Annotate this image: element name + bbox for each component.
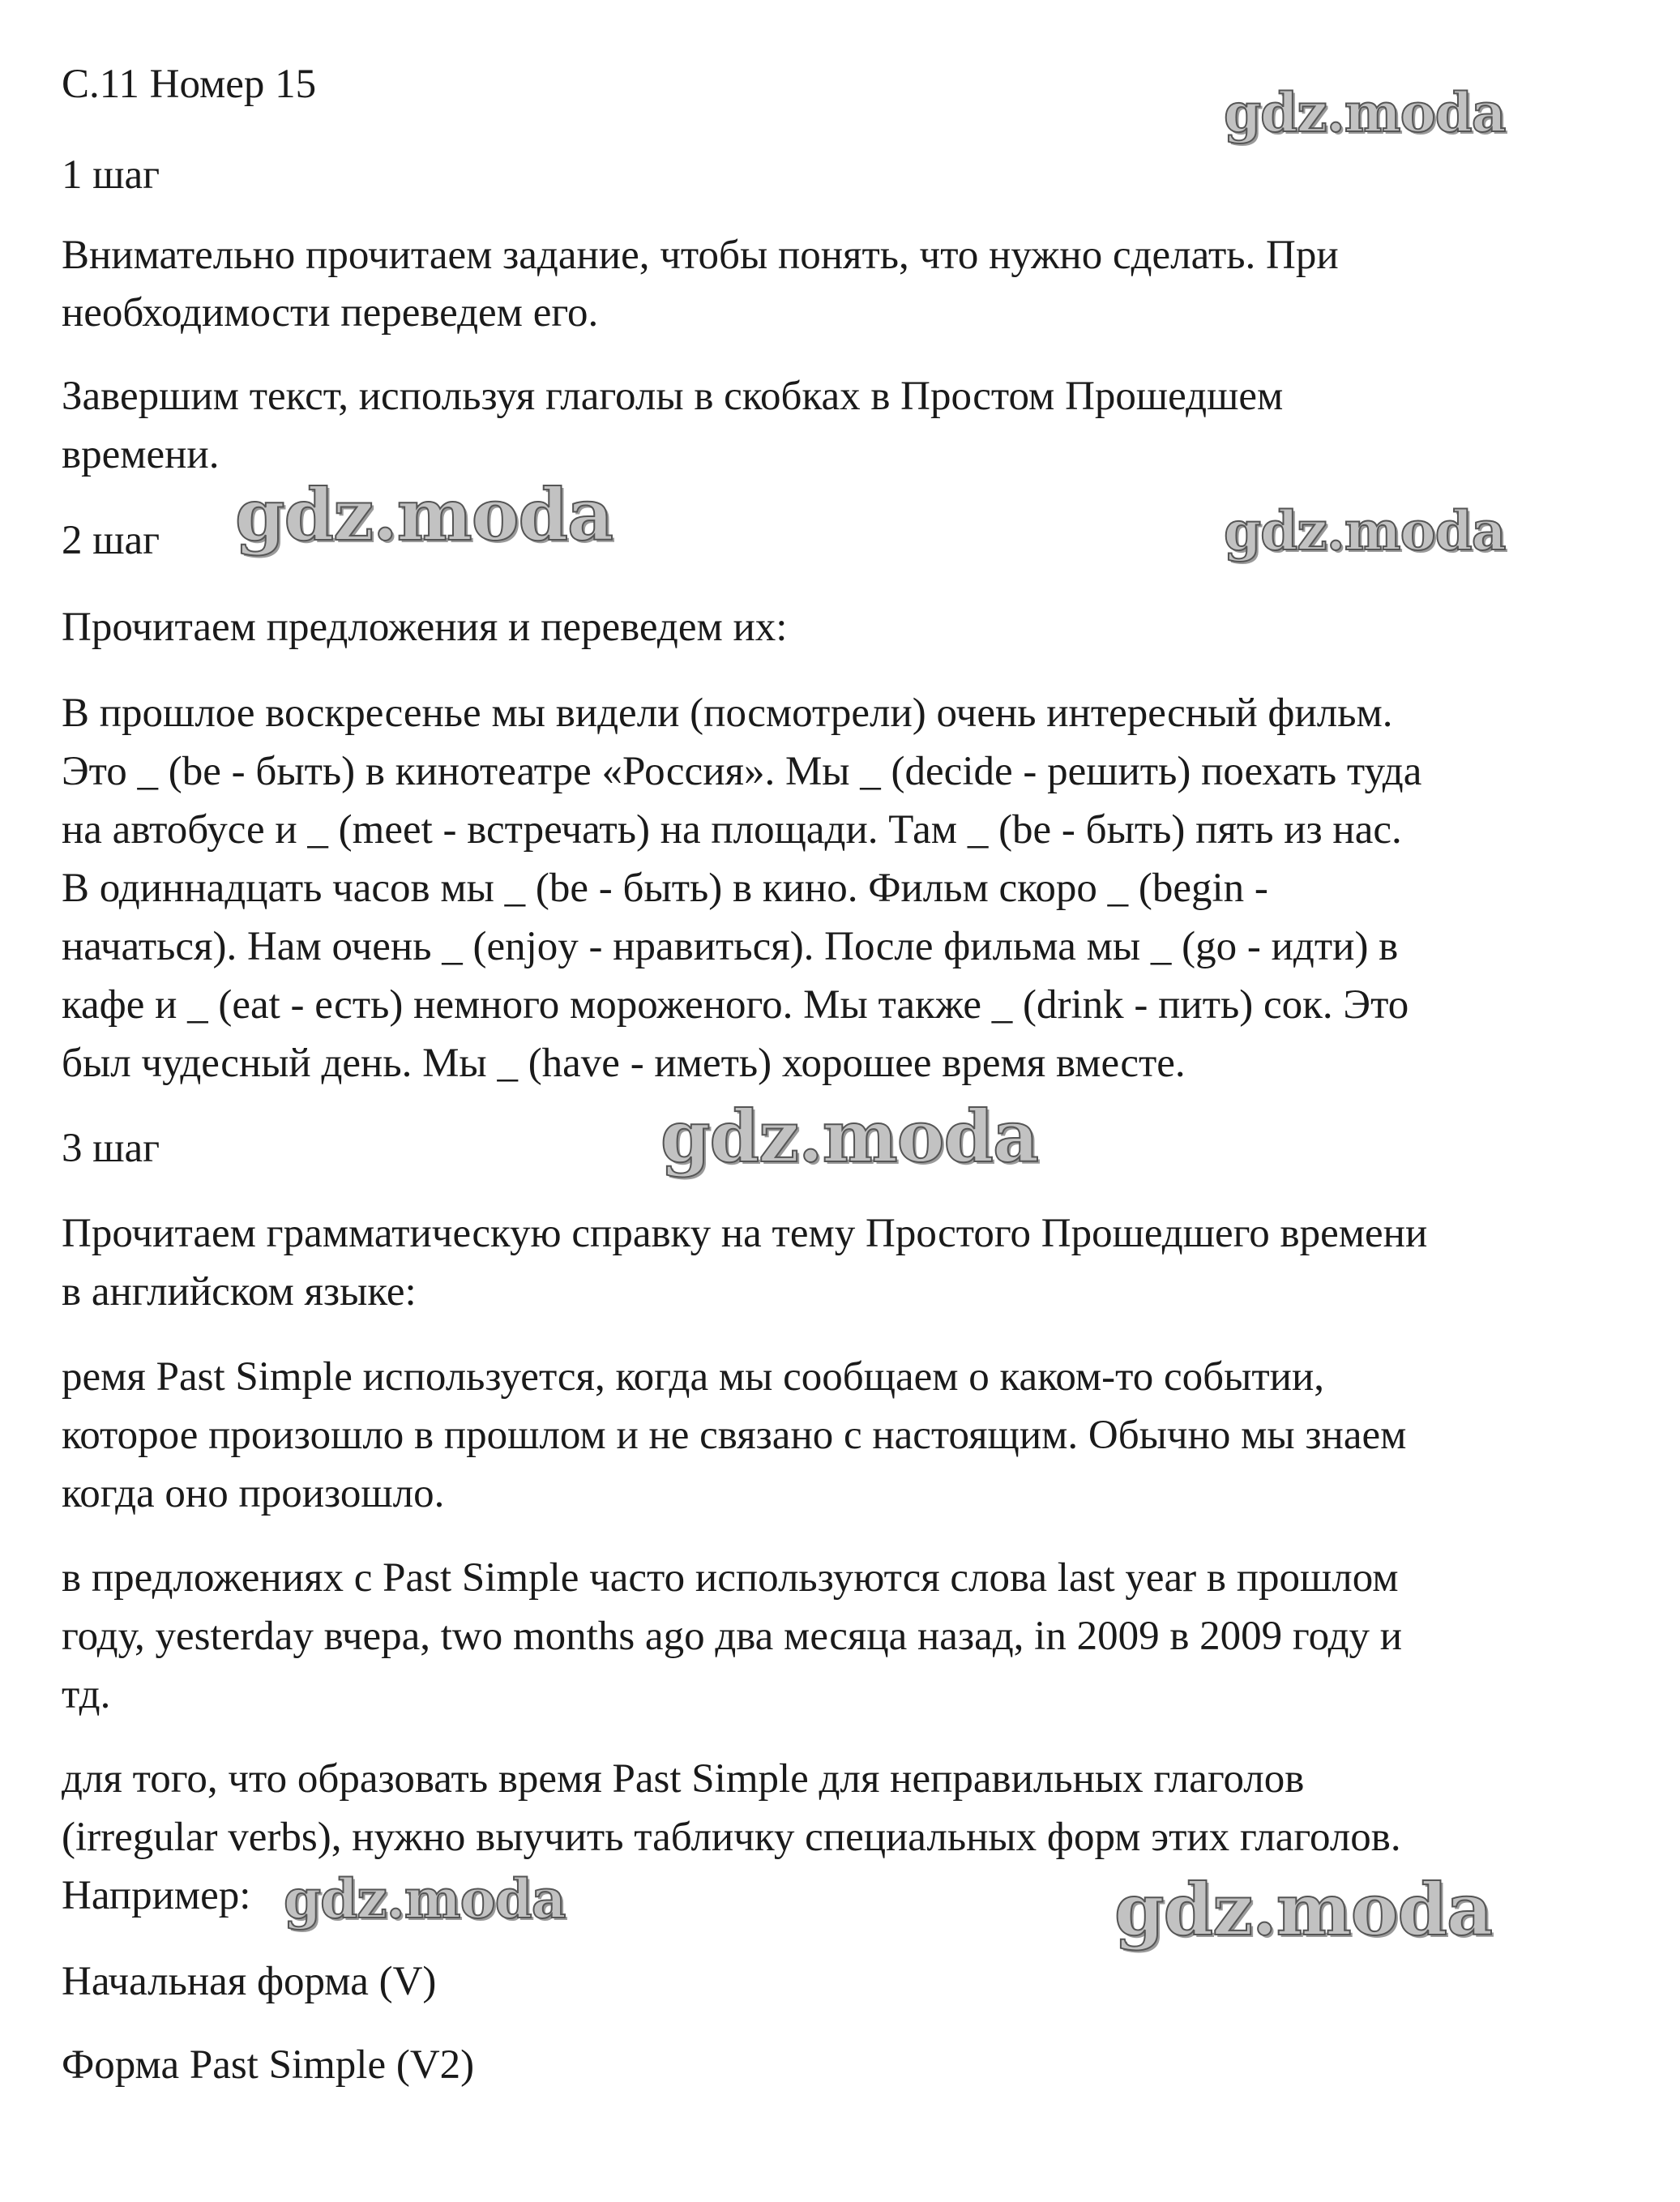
step-3-line-8: тд. [62,1672,111,1717]
step-1-line-1: Внимательно прочитаем задание, чтобы понять, что нужно сделать. При [62,233,1339,278]
step-3-line-11: Например: [62,1873,251,1918]
step-2-line-4: В одиннадцать часов мы _ (be - быть) в кино. Фильм скоро _ (begin - [62,866,1268,911]
step-3-line-2: в английском языке: [62,1269,417,1315]
step-3-line-10: (irregular verbs), нужно выучить табличку специальных форм этих глаголов. [62,1815,1401,1860]
watermark-logo: gdz.moda [235,472,613,557]
step-2-line-3: на автобусе и _ (meet - встречать) на площади. Там _ (be - быть) пять из нас. [62,807,1402,853]
step-2-line-6: кафе и _ (eat - есть) немного мороженого. Мы также _ (drink - пить) сок. Это [62,982,1409,1028]
step-2-label: 2 шаг [62,518,160,563]
watermark-logo: gdz.moda [1224,499,1506,562]
step-2-line-1: В прошлое воскресенье мы видели (посмотрели) очень интересный фильм. [62,691,1393,736]
step-3-line-5: когда оно произошло. [62,1471,445,1516]
step-1-label: 1 шаг [62,152,160,198]
step-3-label: 3 шаг [62,1126,160,1171]
step-2-line-7: был чудесный день. Мы _ (have - иметь) хорошее время вместе. [62,1041,1186,1086]
watermark-logo: gdz.moda [660,1094,1039,1178]
step-1-line-3: Завершим текст, используя глаголы в скобках в Простом Прошедшем [62,374,1284,419]
step-1-line-4: времени. [62,432,220,477]
watermark-logo: gdz.moda [1114,1867,1493,1952]
page-title: С.11 Номер 15 [62,62,317,107]
step-3-line-6: в предложениях с Past Simple часто используются слова last year в прошлом [62,1555,1399,1601]
step-1-line-2: необходимости переведем его. [62,290,599,336]
step-2-line-5: начаться). Нам очень _ (enjoy - нравиться). После фильма мы _ (go - идти) в [62,924,1399,969]
step-3-line-3: ремя Past Simple используется, когда мы сообщаем о каком-то событии, [62,1354,1324,1400]
watermark-logo: gdz.moda [1224,81,1506,144]
step-3-line-9: для того, что образовать время Past Simple для неправильных глаголов [62,1756,1305,1802]
step-3-line-7: году, yesterday вчера, two months ago два месяца назад, in 2009 в 2009 году и [62,1614,1403,1659]
step-2-line-2: Это _ (be - быть) в кинотеатре «Россия». Мы _ (decide - решить) поехать туда [62,749,1422,794]
step-3-form-past: Форма Past Simple (V2) [62,2042,475,2088]
step-2-intro: Прочитаем предложения и переведем их: [62,605,788,650]
step-3-form-initial: Начальная форма (V) [62,1959,437,2004]
step-3-line-4: которое произошло в прошлом и не связано с настоящим. Обычно мы знаем [62,1413,1407,1458]
watermark-logo: gdz.moda [284,1867,566,1930]
step-3-line-1: Прочитаем грамматическую справку на тему Простого Прошедшего времени [62,1211,1428,1256]
